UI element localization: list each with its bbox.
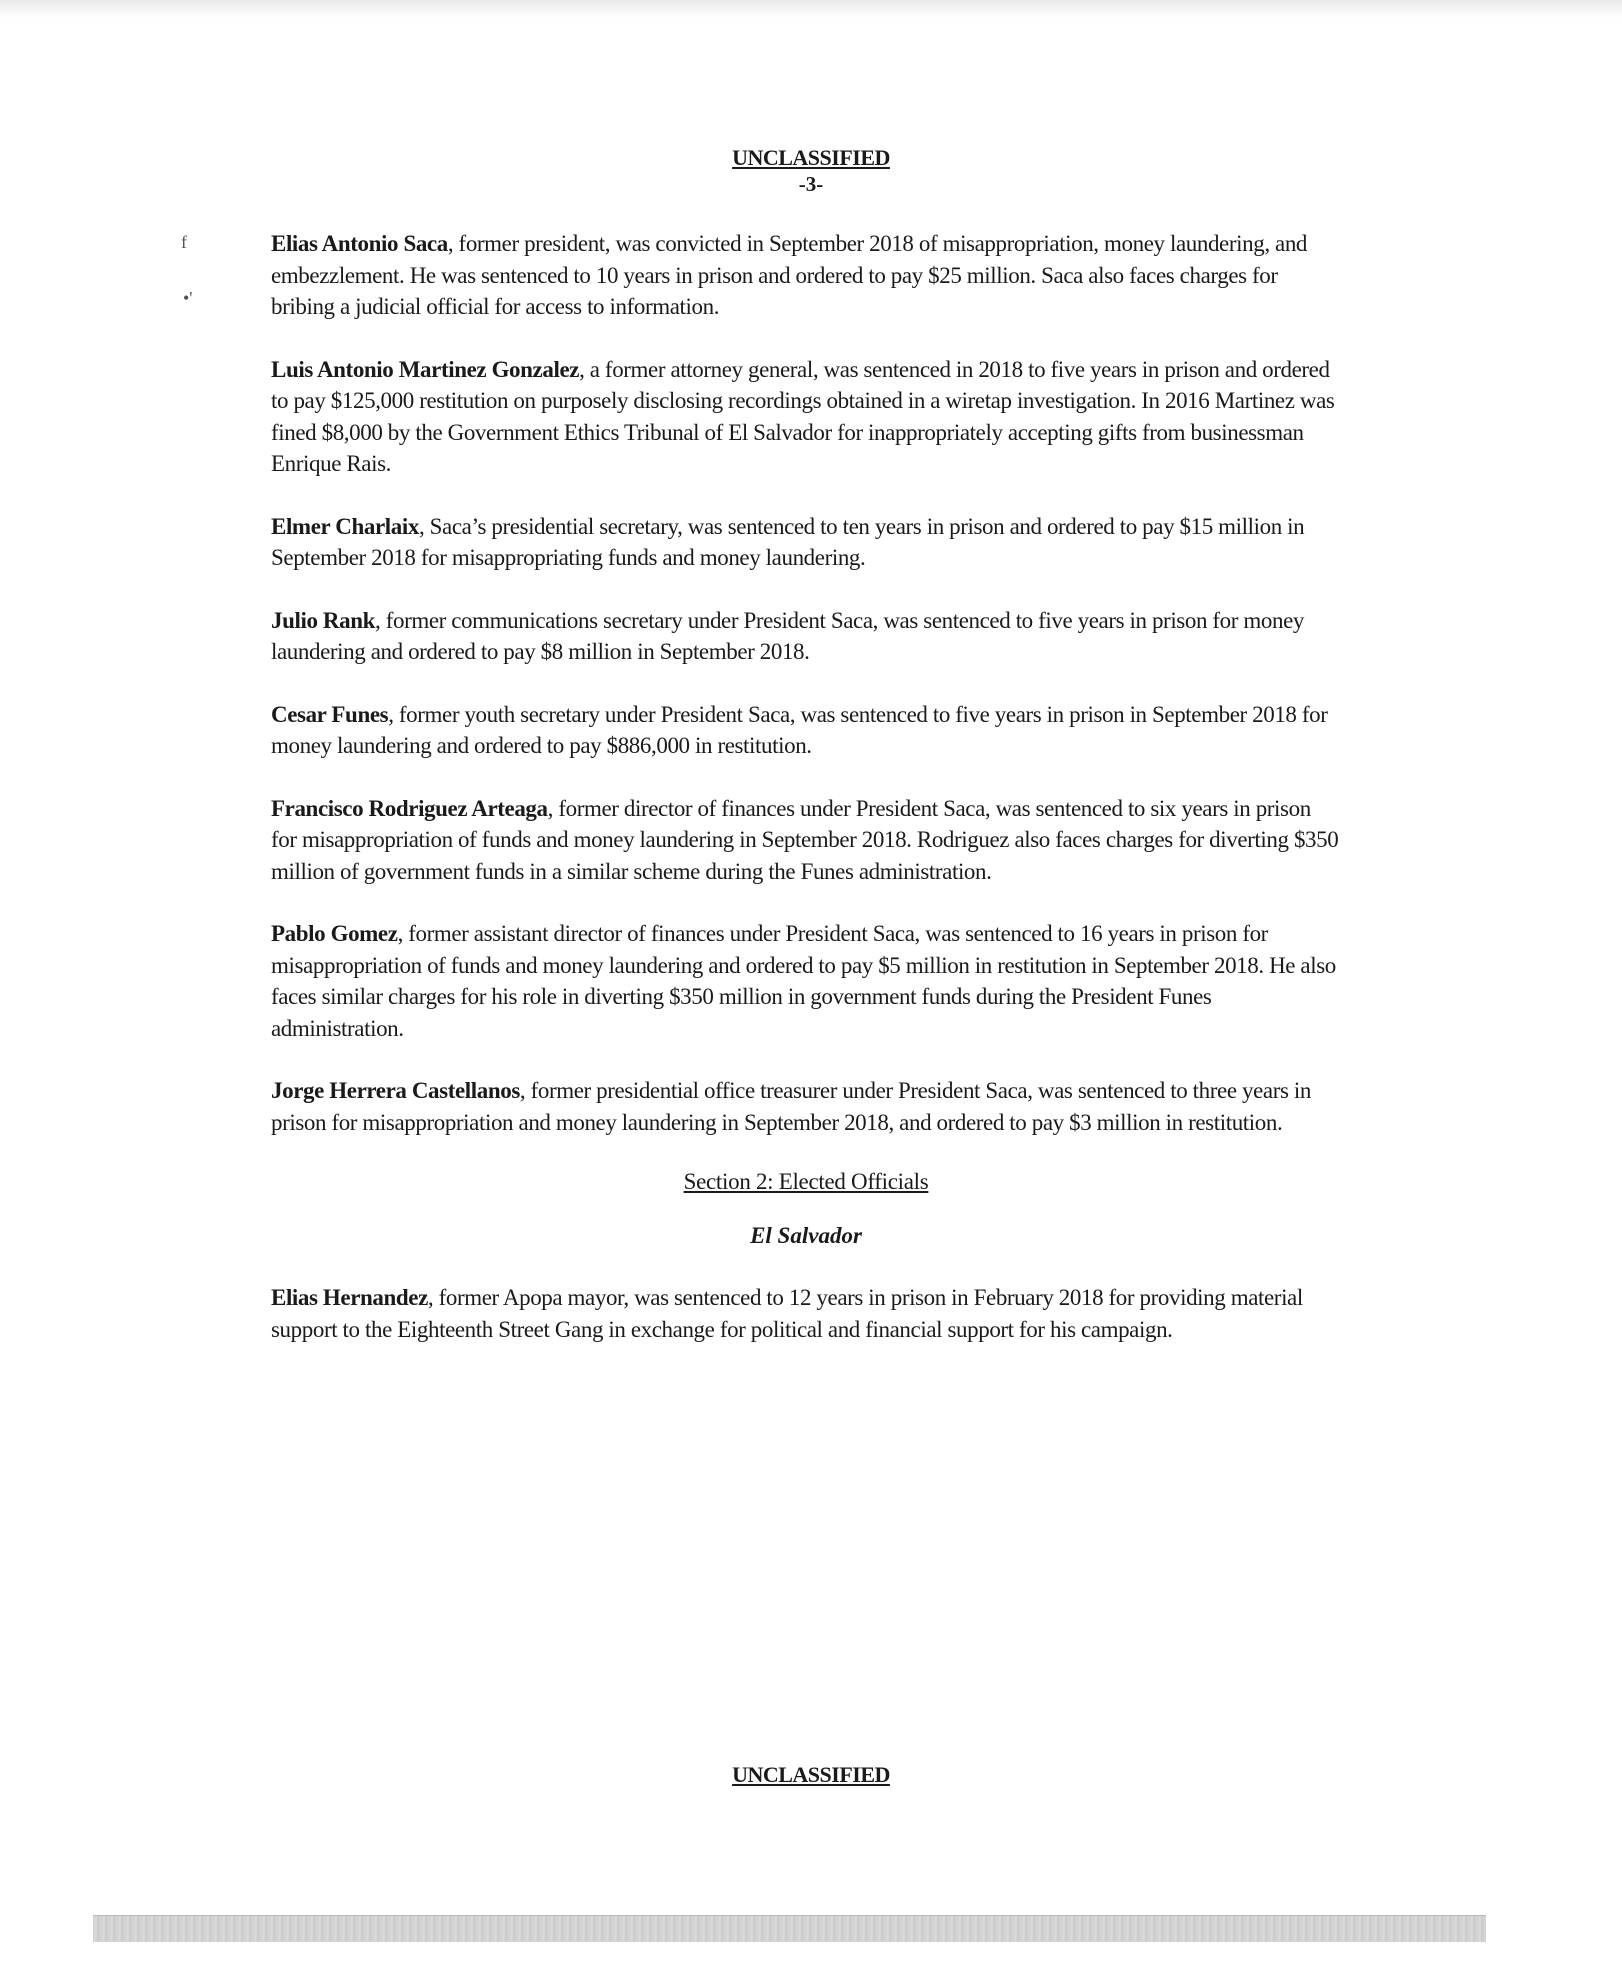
scan-edge-bottom <box>93 1915 1486 1942</box>
person-name: Cesar Funes <box>271 701 389 727</box>
scan-edge-top <box>0 0 1622 18</box>
paragraph-text: , former presidential office treasurer under President Saca, was sentenced to three years in prison for misappropriation and money laundering in September 2018, and ordered to pay $3 million in restitution. <box>271 1078 1311 1135</box>
paragraph-rodriguez <box>271 793 1341 888</box>
paragraph-hernandez <box>271 1282 1341 1345</box>
paragraph-text: , former president, was convicted in September 2018 of misappropriation, money laundering, and embezzlement. He was sentenced to 10 years in prison and ordered to pay $25 million. Saca also faces charges for bribing a judicial official for access to information. <box>271 231 1308 319</box>
paragraph-text: , a former attorney general, was sentenced in 2018 to five years in prison and ordered to pay $125,000 restitution on purposely disclosing recordings obtained in a wiretap investigation. In 2016 Martinez was fined $8,000 by the Government Ethics Tribunal of El Salvador for inappropriately accepting gifts from businessman Enrique Rais. <box>271 356 1335 476</box>
paragraph-text: , former communications secretary under President Saca, was sentenced to five years in prison for money laundering and ordered to pay $8 million in September 2018. <box>271 607 1304 664</box>
country-heading: El Salvador <box>750 1223 862 1248</box>
paragraph-charlaix <box>271 511 1341 574</box>
paragraph-herrera <box>271 1075 1341 1138</box>
paragraph-text: , former director of finances under President Saca, was sentenced to six years in prison for misappropriation of funds and money laundering in September 2018. Rodriguez also faces charges for diverting $350 million of government funds in a similar scheme during the Funes administration. <box>271 795 1339 884</box>
paragraph-text: , Saca’s presidential secretary, was sentenced to ten years in prison and ordered to pay $15 million in September 2018 for misappropriating funds and money laundering. <box>271 513 1305 570</box>
paragraph-martinez <box>271 354 1341 480</box>
classification-header: UNCLASSIFIED <box>732 145 890 170</box>
margin-mark: f <box>181 232 187 252</box>
section-heading: Section 2: Elected Officials <box>683 1169 929 1194</box>
margin-mark: •' <box>183 288 193 308</box>
document-body <box>271 228 1341 1376</box>
paragraph-gomez <box>271 918 1341 1044</box>
page-number: -3- <box>798 172 824 196</box>
person-name: Elmer Charlaix <box>271 513 419 539</box>
person-name: Elias Antonio Saca <box>271 231 448 256</box>
paragraph-saca <box>271 228 1341 323</box>
person-name: Julio Rank <box>271 607 376 633</box>
person-name: Luis Antonio Martinez Gonzalez <box>271 356 580 382</box>
person-name: Pablo Gomez <box>271 921 398 946</box>
person-name: Jorge Herrera Castellanos <box>271 1078 520 1103</box>
person-name: Elias Hernandez <box>271 1285 428 1310</box>
classification-footer: UNCLASSIFIED <box>732 1762 890 1787</box>
paragraph-text: , former Apopa mayor, was sentenced to 12 years in prison in February 2018 for providing material support to the Eighteenth Street Gang in exchange for political and financial support for his campaign. <box>271 1285 1303 1342</box>
person-name: Francisco Rodriguez Arteaga <box>271 795 548 821</box>
paragraph-text: , former assistant director of finances under President Saca, was sentenced to 16 years in prison for misappropriation of funds and money laundering and ordered to pay $5 million in restitution in September 2018. He also faces similar charges for his role in diverting $350 million in government funds during the President Funes administration. <box>271 921 1336 1041</box>
paragraph-rank <box>271 605 1341 668</box>
paragraph-text: , former youth secretary under President Saca, was sentenced to five years in prison in September 2018 for money laundering and ordered to pay $886,000 in restitution. <box>271 701 1328 758</box>
paragraph-funes <box>271 699 1341 762</box>
